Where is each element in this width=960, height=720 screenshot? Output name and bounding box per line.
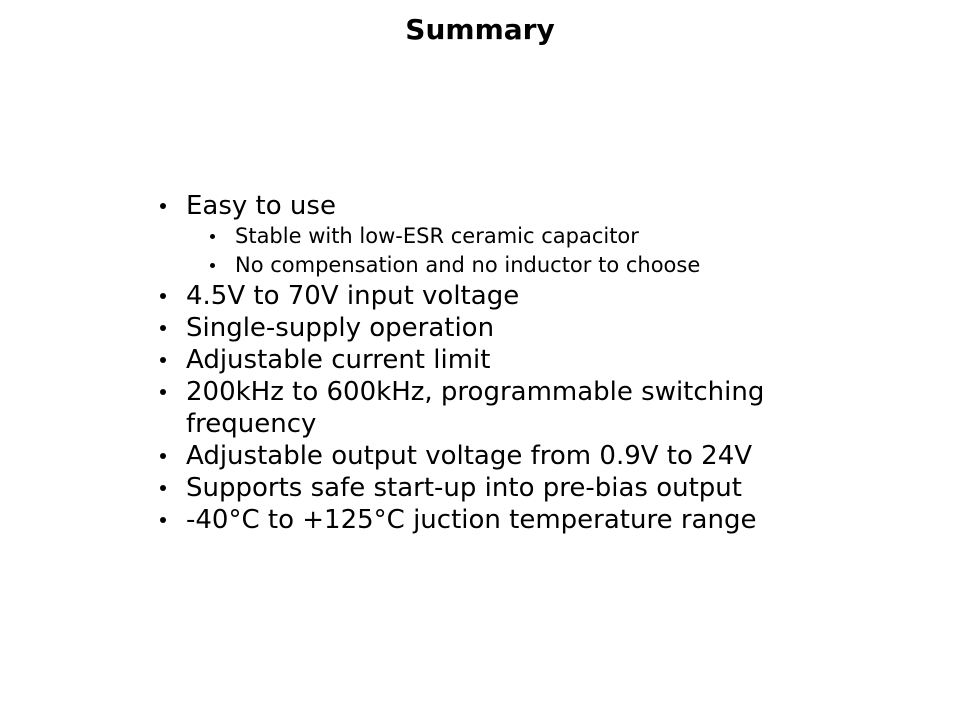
bullet-text: 200kHz to 600kHz, programmable switching frequency (186, 377, 765, 439)
bullet-text: No compensation and no inductor to choose (235, 253, 701, 277)
bullet-icon (160, 453, 166, 459)
bullet-item (148, 190, 796, 222)
bullet-icon (160, 517, 166, 523)
bullet-item (148, 251, 796, 280)
slide-title: Summary (405, 13, 555, 46)
bullet-icon (160, 293, 166, 299)
bullet-item (148, 504, 796, 536)
bullet-item (148, 344, 796, 376)
bullet-icon (210, 263, 215, 268)
bullet-list (148, 190, 796, 536)
bullet-item (148, 222, 796, 251)
bullet-text: Easy to use (186, 191, 336, 221)
bullet-text: Stable with low-ESR ceramic capacitor (235, 224, 639, 248)
bullet-icon (160, 357, 166, 363)
bullet-item (148, 376, 796, 440)
bullet-text: Adjustable current limit (186, 345, 491, 375)
bullet-item (148, 440, 796, 472)
bullet-icon (160, 389, 166, 395)
bullet-text: -40°C to +125°C juction temperature range (186, 505, 757, 535)
bullet-icon (160, 325, 166, 331)
bullet-item (148, 280, 796, 312)
bullet-icon (160, 485, 166, 491)
bullet-item (148, 472, 796, 504)
bullet-item (148, 312, 796, 344)
bullet-text: Adjustable output voltage from 0.9V to 24V (186, 441, 753, 471)
bullet-text: 4.5V to 70V input voltage (186, 281, 520, 311)
bullet-icon (160, 203, 166, 209)
bullet-text: Supports safe start-up into pre-bias output (186, 473, 742, 503)
bullet-text: Single-supply operation (186, 313, 495, 343)
bullet-icon (210, 234, 215, 239)
